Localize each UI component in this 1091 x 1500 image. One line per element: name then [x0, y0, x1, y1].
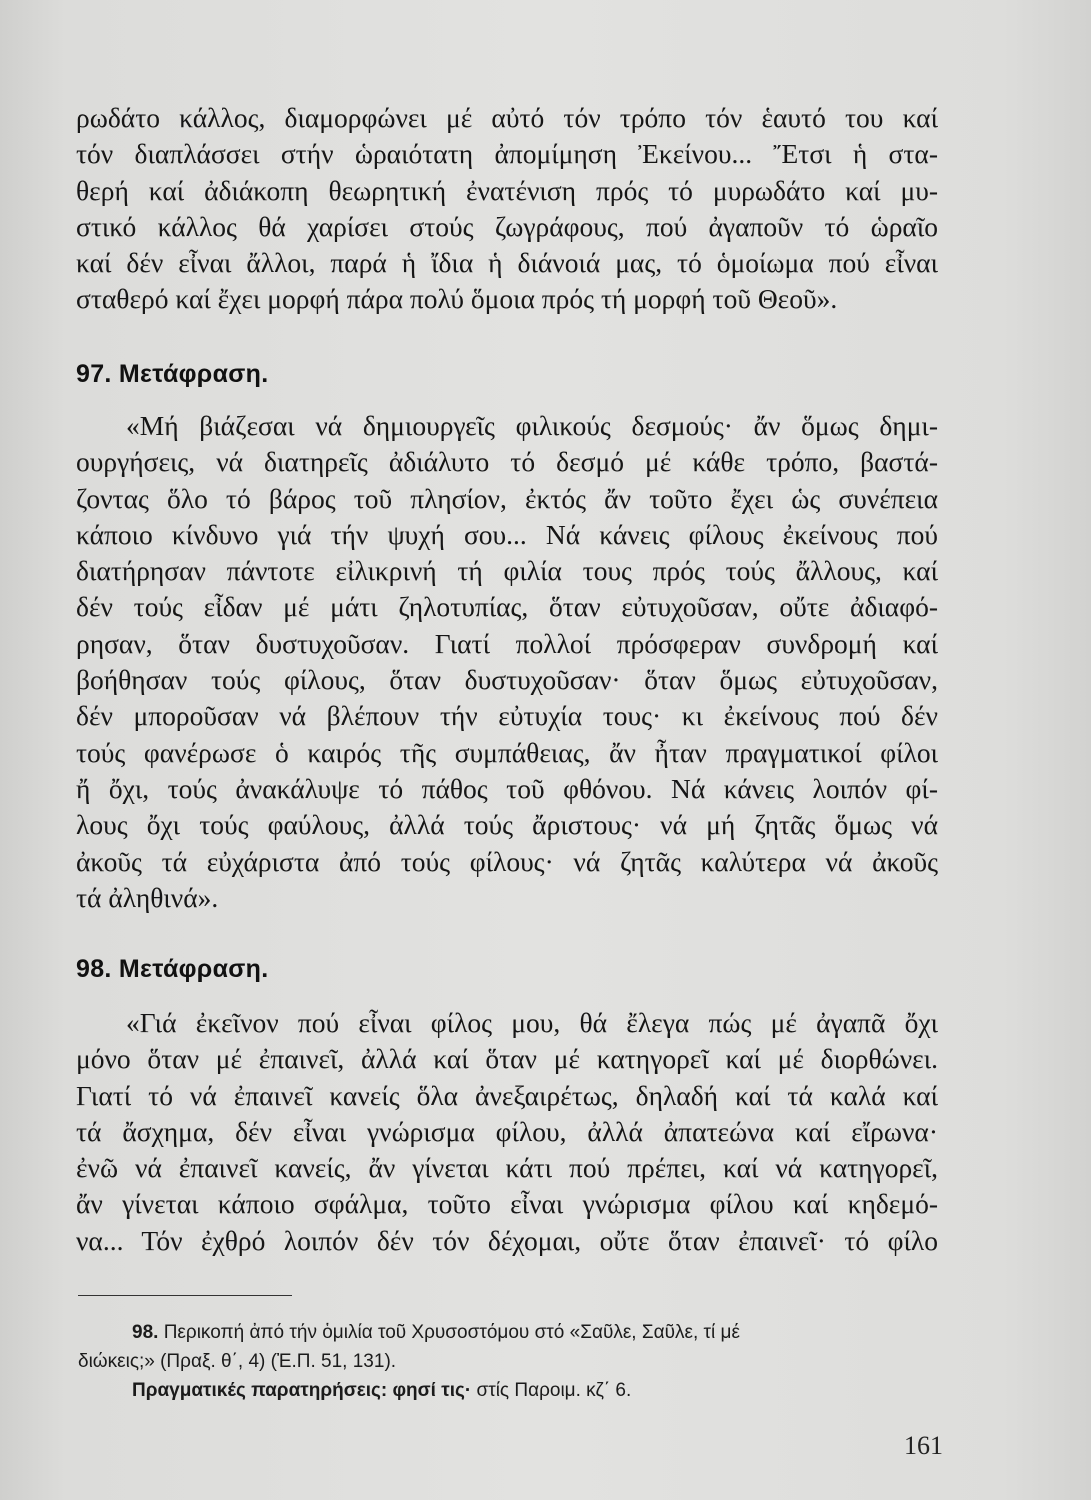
- text-line: στικό κάλλος θά χαρίσει στούς ζωγράφους, πού ἀγαποῦν τό ὡραῖο: [76, 210, 938, 242]
- footnote-divider: [78, 1295, 292, 1296]
- text-line: ζοντας ὅλο τό βάρος τοῦ πλησίον, ἐκτός ἄν τοῦτο ἔχει ὡς συνέπεια: [76, 482, 938, 514]
- text-line: ἤ ὄχι, τούς ἀνακάλυψε τό πάθος τοῦ φθόνου. Νά κάνεις λοιπόν φί-: [76, 772, 938, 804]
- section-98-paragraph: [76, 1005, 938, 1259]
- text-line: λους ὄχι τούς φαύλους, ἀλλά τούς ἄριστους· νά μή ζητᾶς ὅμως νά: [76, 809, 938, 841]
- text-line: καί δέν εἶναι ἄλλοι, παρά ἡ ἴδια ἡ διάνοιά μας, τό ὁμοίωμα πού εἶναι: [76, 247, 938, 279]
- text-line: «Γιά ἐκεῖνον πού εἶναι φίλος μου, θά ἔλεγα πώς μέ ἀγαπᾶ ὄχι: [126, 1007, 938, 1038]
- text-line: βοήθησαν τούς φίλους, ὅταν δυστυχοῦσαν· ὅταν ὅμως εὐτυχοῦσαν,: [76, 664, 938, 696]
- text-line: τά ἀληθινά».: [76, 881, 219, 913]
- footnote: [78, 1318, 940, 1405]
- text-line: Γιατί τό νά ἐπαινεῖ κανείς ὅλα ἀνεξαιρέτως, δηλαδή καί τά καλά καί: [76, 1079, 938, 1111]
- section-98-heading: 98. Μετάφραση.: [76, 955, 269, 983]
- text-line: ἐνῶ νά ἐπαινεῖ κανείς, ἄν γίνεται κάτι πού πρέπει, καί νά κατηγορεῖ,: [76, 1152, 938, 1184]
- footnote-ref: 98.: [132, 1322, 159, 1343]
- text-line: τούς φανέρωσε ὁ καιρός τῆς συμπάθειας, ἄν ἦταν πραγματικοί φίλοι: [76, 736, 938, 768]
- footnote-line: διώκεις;» (Πραξ. θ΄, 4) (Ἐ.Π. 51, 131).: [78, 1351, 397, 1372]
- text-line: διατήρησαν πάντοτε εἰλικρινή τή φιλία τους πρός τούς ἄλλους, καί: [76, 555, 938, 587]
- text-line: ουργήσεις, νά διατηρεῖς ἀδιάλυτο τό δεσμό μέ κάθε τρόπο, βαστά-: [76, 446, 938, 478]
- page-number: 161: [904, 1431, 943, 1460]
- text-line: θερή καί ἀδιάκοπη θεωρητική ἐνατένιση πρός τό μυρωδάτο καί μυ-: [76, 174, 938, 206]
- intro-paragraph: [76, 100, 938, 318]
- text-line: ἄν γίνεται κάποιο σφάλμα, τοῦτο εἶναι γνώρισμα φίλου καί κηδεμό-: [76, 1188, 938, 1220]
- text-line: να... Τόν ἐχθρό λοιπόν δέν τόν δέχομαι, οὔτε ὅταν ἐπαινεῖ· τό φίλο: [76, 1224, 938, 1256]
- text-line: δέν τούς εἶδαν μέ μάτι ζηλοτυπίας, ὅταν εὐτυχοῦσαν, οὔτε ἀδιαφό-: [76, 591, 938, 623]
- text-line: «Μή βιάζεσαι νά δημιουργεῖς φιλικούς δεσμούς· ἄν ὅμως δημι-: [126, 410, 938, 441]
- footnote-line: [78, 1376, 940, 1405]
- text-line: τόν διαπλάσσει στήν ὡραιότατη ἀπομίμηση Ἐκείνου... Ἔτσι ἡ στα-: [76, 138, 938, 170]
- text-line: ρωδάτο κάλλος, διαμορφώνει μέ αὐτό τόν τρόπο τόν ἑαυτό του καί: [76, 102, 938, 133]
- footnote-bold-phrase: Πραγματικές παρατηρήσεις: φησί τις·: [132, 1380, 472, 1401]
- text-line: ρησαν, ὅταν δυστυχοῦσαν. Γιατί πολλοί πρόσφεραν συνδρομή καί: [76, 627, 938, 659]
- text-line: κάποιο κίνδυνο γιά τήν ψυχή σου... Νά κάνεις φίλους ἐκείνους πού: [76, 518, 938, 550]
- footnote-text: στίς Παροιμ. κζ΄ 6.: [471, 1380, 632, 1401]
- section-97-paragraph: [76, 408, 938, 916]
- text-line: σταθερό καί ἔχει μορφή πάρα πολύ ὅμοια πρός τή μορφή τοῦ Θεοῦ».: [76, 283, 838, 315]
- section-97-heading: 97. Μετάφραση.: [76, 360, 269, 388]
- text-line: μόνο ὅταν μέ ἐπαινεῖ, ἀλλά καί ὅταν μέ κατηγορεῖ καί μέ διορθώνει.: [76, 1043, 938, 1075]
- text-line: δέν μποροῦσαν νά βλέπουν τήν εὐτυχία τους· κι ἐκείνους πού δέν: [76, 700, 938, 732]
- footnote-line: [78, 1318, 940, 1347]
- footnote-text: Περικοπή ἀπό τήν ὁμιλία τοῦ Χρυσοστόμου στό «Σαῦλε, Σαῦλε, τί μέ: [163, 1322, 740, 1343]
- text-line: ἀκοῦς τά εὐχάριστα ἀπό τούς φίλους· νά ζητᾶς καλύτερα νά ἀκοῦς: [76, 845, 938, 877]
- text-line: τά ἄσχημα, δέν εἶναι γνώρισμα φίλου, ἀλλά ἀπατεώνα καί εἴρωνα·: [76, 1115, 938, 1147]
